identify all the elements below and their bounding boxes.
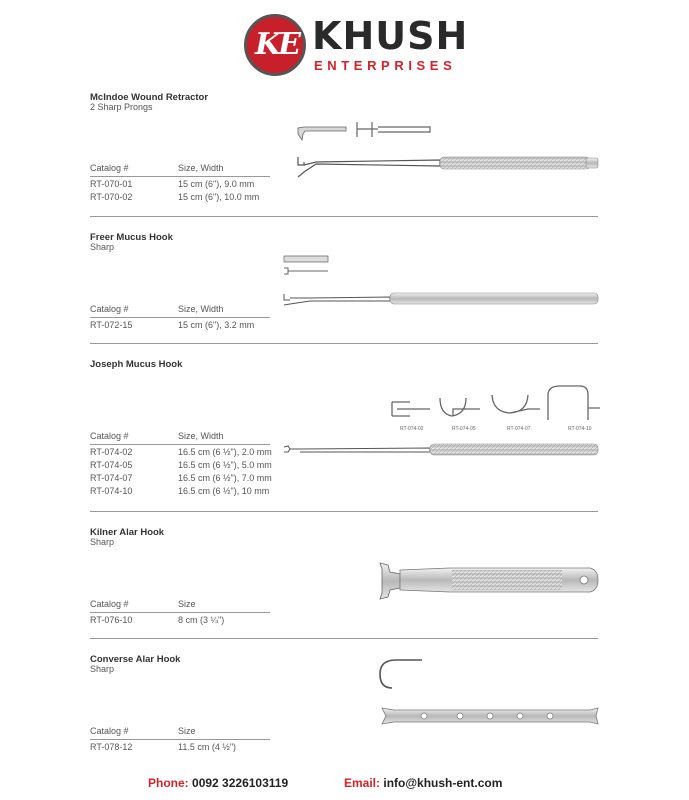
header-size: Size, Width [178, 431, 224, 441]
catalog-number: RT-074-05 [90, 460, 133, 470]
catalog-number: RT-074-10 [90, 486, 133, 496]
header-catalog: Catalog # [90, 163, 129, 173]
mcindoe-retractor-image [298, 122, 598, 177]
footer-email [344, 776, 502, 790]
kilner-alar-hook-image [380, 563, 598, 599]
size-value: 11.5 cm (4 ½") [178, 742, 237, 752]
product-subtitle: 2 Sharp Prongs [90, 102, 153, 112]
header-size: Size, Width [178, 163, 224, 173]
table-row [90, 484, 270, 497]
catalog-table [90, 304, 270, 331]
size-value: 15 cm (6"), 3.2 mm [178, 320, 255, 330]
converse-alar-hook-image [380, 660, 598, 724]
size-value: 16.5 cm (6 ½"), 10 mm [178, 486, 270, 496]
product-subtitle: Sharp [90, 664, 115, 674]
table-row [90, 458, 270, 471]
table-row [90, 445, 270, 458]
freer-mucus-hook-image [284, 256, 598, 305]
catalog-number: RT-070-02 [90, 192, 133, 202]
phone-label: Phone: [148, 776, 189, 790]
table-row [90, 177, 270, 190]
table-header [90, 304, 270, 318]
brand-name: KHUSH [312, 14, 469, 58]
table-row [90, 740, 270, 753]
size-value: 16.5 cm (6 ½"), 7.0 mm [178, 473, 272, 483]
catalog-table [90, 726, 270, 753]
section-divider [90, 216, 598, 217]
product-title: Freer Mucus Hook [90, 232, 173, 243]
table-row [90, 190, 270, 203]
catalog-number: RT-070-01 [90, 179, 133, 189]
footer-phone [148, 776, 288, 790]
header-catalog: Catalog # [90, 726, 129, 736]
product-subtitle: Sharp [90, 242, 115, 252]
tip-label-1: RT-074-02 [400, 426, 424, 432]
header-catalog: Catalog # [90, 599, 129, 609]
tip-label-4: RT-074-10 [568, 426, 592, 432]
size-value: 8 cm (3 ¼") [178, 615, 225, 625]
tip-label-3: RT-074-07 [507, 426, 531, 432]
joseph-mucus-hook-image [284, 386, 600, 455]
table-header [90, 431, 270, 445]
header-catalog: Catalog # [90, 431, 129, 441]
product-subtitle: Sharp [90, 537, 115, 547]
size-value: 16.5 cm (6 ½"), 2.0 mm [178, 447, 272, 457]
logo-letters: KE [255, 27, 298, 62]
header-catalog: Catalog # [90, 304, 129, 314]
header-size: Size [178, 599, 196, 609]
catalog-number: RT-072-15 [90, 320, 133, 330]
catalog-table [90, 599, 270, 626]
product-title: Converse Alar Hook [90, 654, 181, 665]
table-header [90, 163, 270, 177]
tip-label-2: RT-074-05 [452, 426, 476, 432]
catalog-number: RT-074-02 [90, 447, 133, 457]
table-row [90, 318, 270, 331]
catalog-table [90, 163, 270, 203]
size-value: 15 cm (6"), 10.0 mm [178, 192, 260, 202]
product-title: Kilner Alar Hook [90, 527, 165, 538]
email-label: Email: [344, 776, 381, 790]
header-size: Size [178, 726, 196, 736]
brand-tagline: ENTERPRISES [314, 58, 457, 73]
table-row [90, 613, 270, 626]
table-header [90, 726, 270, 740]
catalog-number: RT-074-07 [90, 473, 133, 483]
catalog-table [90, 431, 270, 497]
size-value: 15 cm (6"), 9.0 mm [178, 179, 255, 189]
size-value: 16.5 cm (6 ½"), 5.0 mm [178, 460, 272, 470]
section-divider [90, 638, 598, 639]
section-divider [90, 511, 598, 512]
catalog-number: RT-078-12 [90, 742, 133, 752]
catalog-number: RT-076-10 [90, 615, 133, 625]
phone-number[interactable]: 0092 3226103119 [192, 776, 289, 790]
email-address[interactable]: info@khush-ent.com [383, 776, 503, 790]
header-size: Size, Width [178, 304, 224, 314]
product-title: Joseph Mucus Hook [90, 359, 183, 370]
table-header [90, 599, 270, 613]
table-row [90, 471, 270, 484]
product-title: McIndoe Wound Retractor [90, 92, 209, 103]
section-divider [90, 343, 598, 344]
